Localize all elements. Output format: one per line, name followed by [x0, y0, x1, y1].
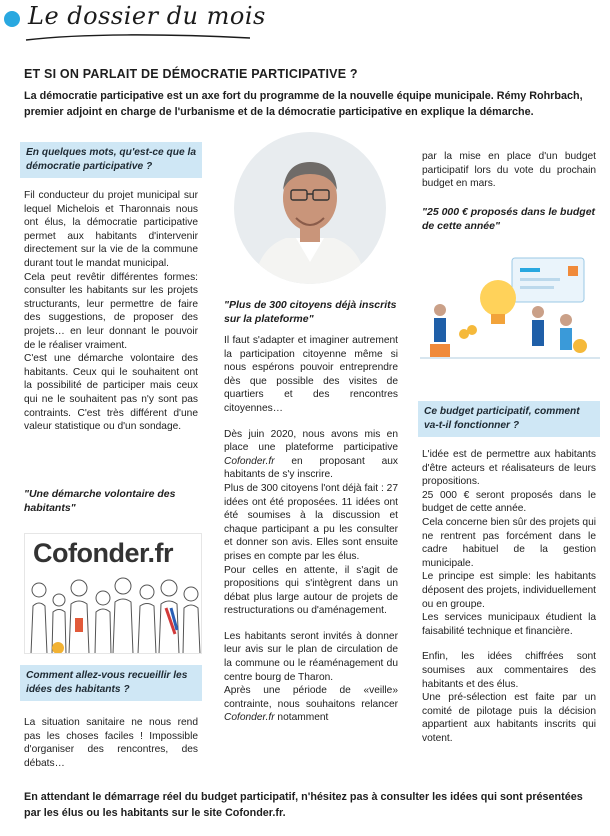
column-2-text: [224, 334, 398, 725]
paragraph: par la mise en place d'un budget participatif lors du vote du prochain budget en mars.: [422, 151, 596, 190]
paragraph: Plus de 300 citoyens l'ont déjà fait : 27 idées ont été proposées. 11 idées ont été soumises à la discussion et chaque participant a pu les consulter et donner son avis. Elles sont ensuite prises en compte par les élus.: [224, 482, 398, 562]
text-run-italic: Cofonder.fr: [224, 712, 275, 724]
paragraph: [224, 428, 398, 482]
question-box-3: Ce budget participatif, comment va-t-il fonctionner ?: [418, 401, 600, 437]
article-title: ET SI ON PARLAIT DE DÉMOCRATIE PARTICIPATIVE ?: [24, 67, 358, 81]
paragraph: La situation sanitaire ne nous rend pas les choses faciles ! Impossible d'organiser des rencontres, des débats…: [24, 717, 198, 769]
paragraph: Le principe est simple: les habitants déposent des projets, individuellement ou en groupe.: [422, 571, 596, 610]
section-title: Le dossier du mois: [28, 2, 266, 30]
paragraph: L'idée est de permettre aux habitants d'être acteurs et réalisateurs de leurs propositions.: [422, 449, 596, 488]
text-run-italic: Cofonder.fr: [224, 455, 275, 467]
column-3-text-top: [422, 150, 596, 191]
portrait-illustration: [234, 132, 386, 284]
cofonder-logo: Cofonder.fr: [33, 538, 173, 568]
portrait-photo: [234, 132, 386, 284]
header-underline-swoosh: [24, 30, 254, 44]
paragraph: Cela concerne bien sûr des projets qui ne rentrent pas forcément dans le cadre habituel de la gestion municipale.: [422, 516, 596, 569]
question-box-2: Comment allez-vous recueillir les idées des habitants ?: [20, 665, 202, 701]
paragraph: Les habitants seront invités à donner leur avis sur le plan de circulation de la commune ou le réaménagement du centre bourg de Tharon.: [224, 630, 398, 683]
paragraph: [224, 684, 398, 725]
pull-quote-1: "Une démarche volontaire des habitants": [24, 488, 176, 514]
column-3-text: [422, 448, 596, 745]
paragraph: C'est une démarche volontaire des habitants. Ceux qui le souhaitent ont la possibilité de participer mais ceux qui ne le souhaitent pas n'y sont pas contraints. C'est très différent d'une valeur statistique ou d'un sondage.: [24, 353, 198, 433]
column-1-text: [24, 189, 198, 434]
budget-illustration: [420, 248, 600, 364]
column-1-text-bottom: [24, 716, 198, 770]
paragraph: Il faut s'adapter et imaginer autrement la participation citoyenne même si nous espérons pouvoir entreprendre dès que possible des visites de quartiers et des rencontres citoyennes…: [224, 335, 398, 414]
paragraph: Une pré-sélection est faite par un comité de pilotage puis la décision appartient aux habitants inscrits qui votent.: [422, 692, 596, 744]
paragraph: Cela peut revêtir différentes formes: consulter les habitants sur les projets structurants, leur permettre de faire des suggestions, de proposer des projets… en leur donnant le pouvoir de le réaliser vraiment.: [24, 271, 198, 351]
paragraph: Fil conducteur du projet municipal sur lequel Michelois et Tharonnais nous ont élus, la démocratie participative permet aux habitants d'intervenir directement sur la vie de la commune durant tout le mandat municipal.: [24, 190, 198, 269]
text-run: Dès juin 2020, nous avons mis en place une plateforme participative: [224, 428, 398, 454]
paragraph: Enfin, les idées chiffrées sont soumises aux commentaires des habitants et des élus.: [422, 651, 596, 690]
question-box-1: En quelques mots, qu'est-ce que la démocratie participative ?: [20, 142, 202, 178]
people-drawing: [25, 574, 202, 654]
paragraph: Pour celles en attente, il s'agit de propositions qui s'intègrent dans un débat plus large autour de projets de restructurations ou d'aménagement.: [224, 564, 398, 617]
text-run: en proposant aux habitants de s'y inscrire.: [224, 455, 398, 481]
pull-quote-2: "Plus de 300 citoyens déjà inscrits sur la plateforme": [224, 299, 397, 325]
pull-quote-3: "25 000 € proposés dans le budget de cette année": [422, 206, 596, 232]
paragraph: Les services municipaux étudient la faisabilité technique et financière.: [422, 612, 596, 637]
text-run: notamment: [274, 712, 329, 724]
paragraph: 25 000 € seront proposés dans le budget de cette année.: [422, 489, 596, 515]
text-run: Après une période de «veille» contrainte, nous souhaitons relancer: [224, 685, 398, 710]
article-intro: La démocratie participative est un axe fort du programme de la nouvelle équipe municipale. Rémy Rohrbach, premier adjoint en charge de l'urbanisme et de la démocratie participative en explique la démarche.: [24, 90, 583, 118]
cofonder-illustration: [24, 533, 202, 654]
article-footer: En attendant le démarrage réel du budget participatif, n'hésitez pas à consulter les idées qui sont présentées par les élus ou les habitants sur le site Cofonder.fr.: [24, 791, 583, 819]
header-bullet: [4, 11, 20, 27]
